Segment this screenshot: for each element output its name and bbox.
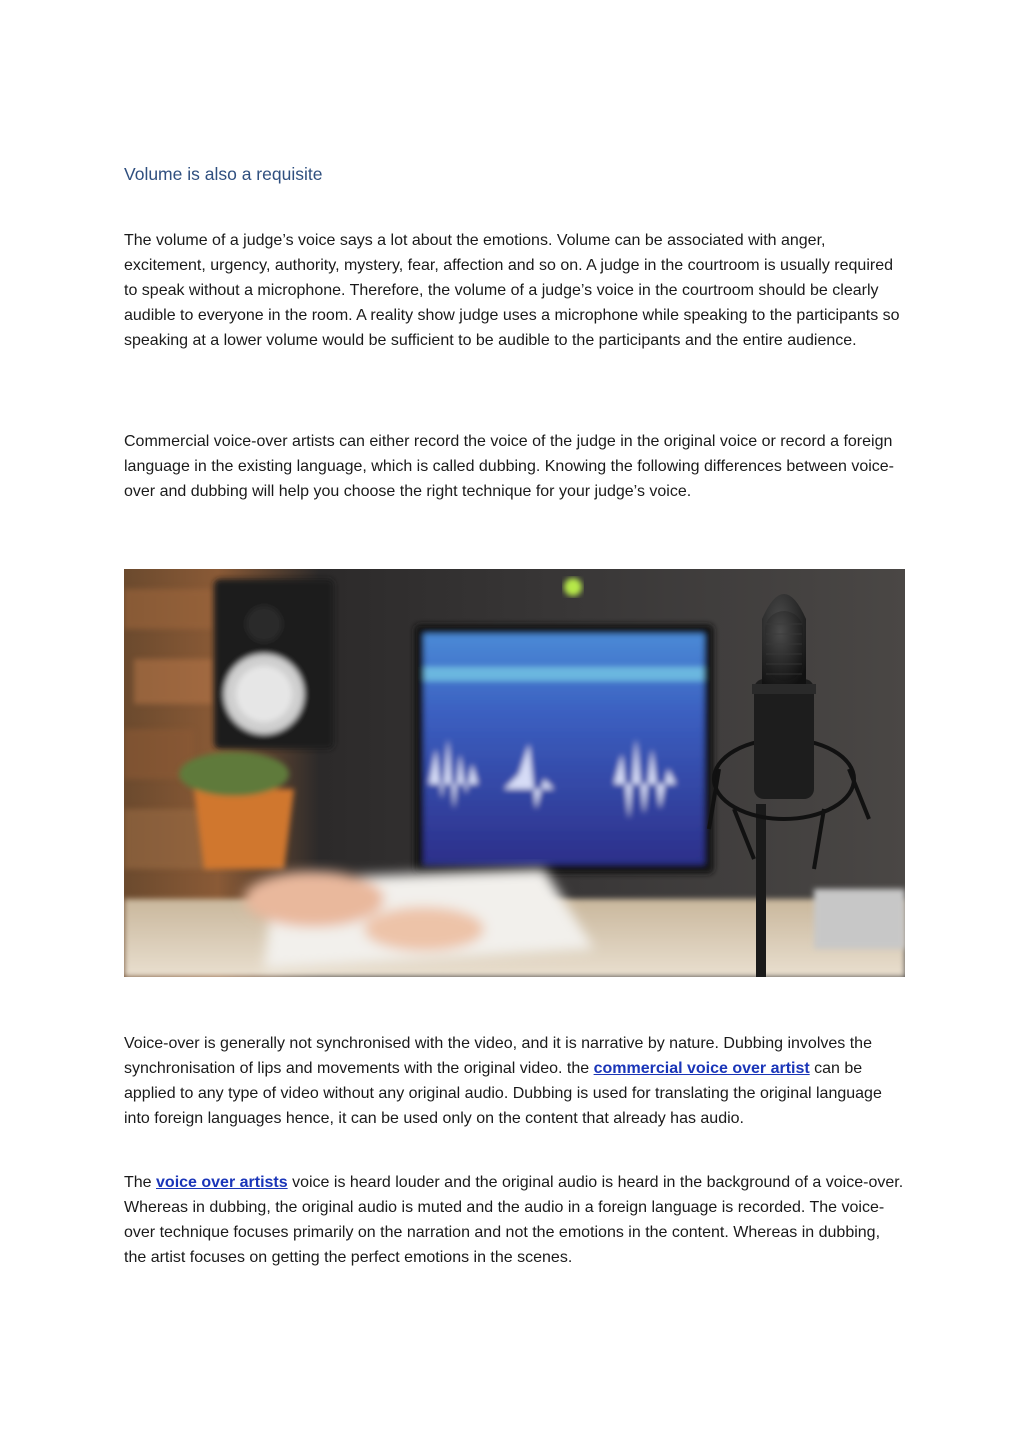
paragraph-3-text-start: Voice-over is generally not synchronised with the video, and it is narrative by nature. Dubbing involves the synchronisation of lips and movements with the original video. the <box>124 1035 872 1077</box>
paragraph-4-text-start: The <box>124 1174 157 1191</box>
commercial-voice-over-artist-link[interactable]: commercial voice over artist <box>593 1060 810 1077</box>
paragraph-volume: The volume of a judge’s voice says a lot about the emotions. Volume can be associated with anger, excitement, urgency, authority, mystery, fear, affection and so on. A judge in the courtroom is usually required to speak without a microphone. Therefore, the volume of a judge’s voice in the courtroom should be clearly audible to everyone in the room. A reality show judge uses a microphone while speaking to the participants so speaking at a lower volume would be sufficient to be audible to the participants and the entire audience. <box>124 232 900 349</box>
section-heading: Volume is also a requisite <box>124 164 323 184</box>
voice-over-artists-link[interactable]: voice over artists <box>156 1174 288 1191</box>
paragraph-audio-differences <box>124 1170 906 1270</box>
studio-microphone-photo <box>124 569 905 977</box>
paragraph-voice-over-vs-dubbing <box>124 1031 906 1131</box>
paragraph-3-text-end: can be applied to any type of video without any original audio. Dubbing is used for translating the original language into foreign languages hence, it can be used only on the content that already has audio. <box>124 1060 882 1127</box>
paragraph-4-text-end: voice is heard louder and the original audio is heard in the background of a voice-over. Whereas in dubbing, the original audio is muted and the audio in a foreign language is recorded. The voice-over technique focuses primarily on the narration and not the emotions in the content. Whereas in dubbing, the artist focuses on getting the perfect emotions in the scenes. <box>124 1174 904 1266</box>
paragraph-commercial-voice-over: Commercial voice-over artists can either record the voice of the judge in the original voice or record a foreign language in the existing language, which is called dubbing. Knowing the following differences between voice-over and dubbing will help you choose the right technique for your judge’s voice. <box>124 433 894 500</box>
